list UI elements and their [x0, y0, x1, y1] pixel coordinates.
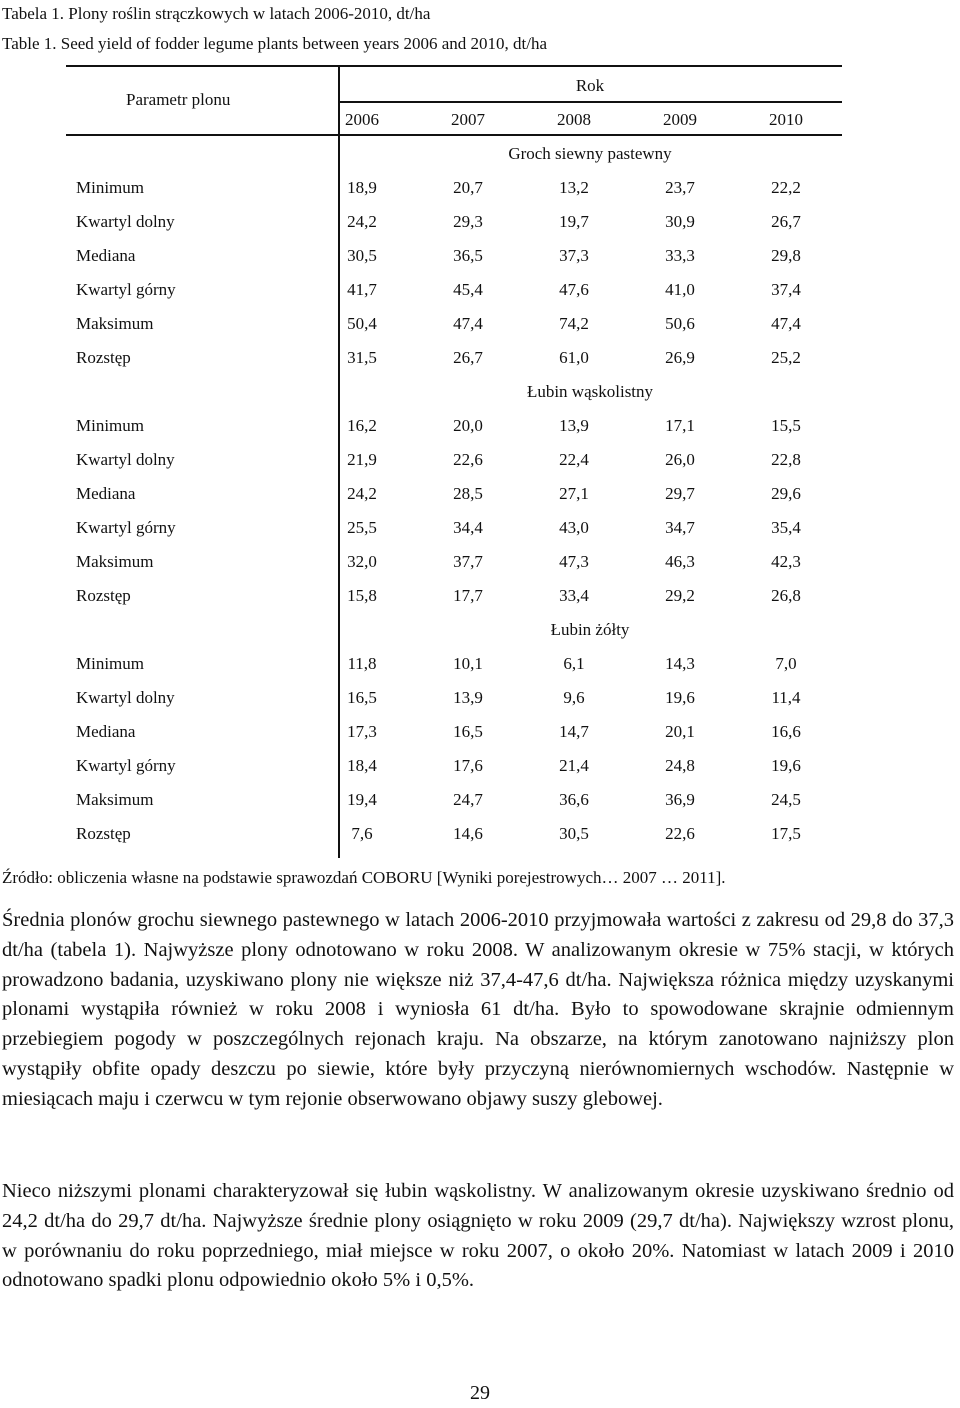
- table-caption-pl: Tabela 1. Plony roślin strączkowych w latach 2006-2010, dt/ha: [2, 4, 431, 23]
- row-label: Mediana: [76, 722, 136, 741]
- row-label: Kwartyl dolny: [76, 450, 175, 469]
- table-cell: 26,8: [771, 586, 801, 605]
- table-cell: 17,7: [453, 586, 483, 605]
- table-cell: 34,7: [665, 518, 695, 537]
- table-cell: 16,2: [347, 416, 377, 435]
- table-cell: 45,4: [453, 280, 483, 299]
- table-cell: 29,8: [771, 246, 801, 265]
- year-column-header: 2006: [345, 110, 379, 129]
- table-cell: 22,4: [559, 450, 589, 469]
- table-cell: 19,4: [347, 790, 377, 809]
- table-cell: 13,9: [453, 688, 483, 707]
- table-cell: 16,5: [453, 722, 483, 741]
- table-cell: 15,5: [771, 416, 801, 435]
- table-cell: 29,3: [453, 212, 483, 231]
- table-cell: 22,6: [453, 450, 483, 469]
- year-column-header: 2010: [769, 110, 803, 129]
- row-label: Kwartyl dolny: [76, 688, 175, 707]
- row-label: Rozstęp: [76, 348, 131, 367]
- table-cell: 16,5: [347, 688, 377, 707]
- table-cell: 26,9: [665, 348, 695, 367]
- table-cell: 25,5: [347, 518, 377, 537]
- table-row: [0, 788, 960, 812]
- table-cell: 33,4: [559, 586, 589, 605]
- table-cell: 29,2: [665, 586, 695, 605]
- table-cell: 30,9: [665, 212, 695, 231]
- row-label: Minimum: [76, 654, 145, 673]
- table-cell: 19,6: [771, 756, 801, 775]
- table-cell: 20,0: [453, 416, 483, 435]
- table-cell: 7,6: [351, 824, 373, 843]
- table-cell: 36,9: [665, 790, 695, 809]
- table-cell: 26,7: [453, 348, 483, 367]
- table-row: [0, 244, 960, 268]
- table-row: [0, 686, 960, 710]
- table-cell: 41,7: [347, 280, 377, 299]
- table-cell: 24,2: [347, 212, 377, 231]
- table-cell: 46,3: [665, 552, 695, 571]
- table-source-note: Źródło: obliczenia własne na podstawie sprawozdań COBORU [Wyniki porejestrowych… 2007 … 2011].: [2, 868, 726, 887]
- year-column-header: 2009: [663, 110, 697, 129]
- table-cell: 36,5: [453, 246, 483, 265]
- table-cell: 18,4: [347, 756, 377, 775]
- table-cell: 41,0: [665, 280, 695, 299]
- table-row: [0, 448, 960, 472]
- table-cell: 43,0: [559, 518, 589, 537]
- row-label: Minimum: [76, 416, 145, 435]
- table-row: [0, 414, 960, 438]
- table-cell: 28,5: [453, 484, 483, 503]
- table-cell: 17,1: [665, 416, 695, 435]
- table-cell: 7,0: [775, 654, 797, 673]
- table-cell: 11,8: [347, 654, 377, 673]
- table-cell: 50,6: [665, 314, 695, 333]
- row-label: Kwartyl górny: [76, 518, 176, 537]
- row-label: Kwartyl górny: [76, 280, 176, 299]
- table-cell: 24,7: [453, 790, 483, 809]
- table-cell: 18,9: [347, 178, 377, 197]
- table-cell: 42,3: [771, 552, 801, 571]
- table-row: [0, 584, 960, 608]
- table-cell: 11,4: [771, 688, 801, 707]
- table-cell: 26,0: [665, 450, 695, 469]
- table-cell: 6,1: [563, 654, 585, 673]
- table-header-bottom-rule: [66, 134, 842, 136]
- body-paragraph-2: Nieco niższymi plonami charakteryzował się łubin wąskolistny. W analizowanym okresie uzyskiwano średnio od 24,2 dt/ha do 29,7 dt/ha. Najwyższe średnie plony osiągnięto w roku 2009 (29,7 dt/ha). Największy wzrost plonu, w porównaniu do roku poprzedniego, miał miejsce w roku 2007, o około 20%. Natomiast w latach 2009 i 2010 odnotowano spadki plonu odpowiednio około 5% i 0,5%.: [2, 1180, 954, 1292]
- table-cell: 22,8: [771, 450, 801, 469]
- table-cell: 24,5: [771, 790, 801, 809]
- param-header: Parametr plonu: [126, 90, 231, 109]
- table-cell: 47,4: [771, 314, 801, 333]
- row-label: Rozstęp: [76, 586, 131, 605]
- table-cell: 74,2: [559, 314, 589, 333]
- table-cell: 37,4: [771, 280, 801, 299]
- row-label: Maksimum: [76, 790, 154, 809]
- table-cell: 37,3: [559, 246, 589, 265]
- table-caption-en: Table 1. Seed yield of fodder legume plants between years 2006 and 2010, dt/ha: [2, 34, 548, 53]
- table-cell: 21,4: [559, 756, 589, 775]
- table-cell: 14,6: [453, 824, 483, 843]
- table-cell: 17,3: [347, 722, 377, 741]
- year-column-header: 2008: [557, 110, 591, 129]
- section-header: Groch siewny pastewny: [508, 144, 672, 163]
- table-row: [0, 482, 960, 506]
- table-cell: 13,9: [559, 416, 589, 435]
- table-cell: 31,5: [347, 348, 377, 367]
- row-label: Mediana: [76, 484, 136, 503]
- table-row: [0, 822, 960, 846]
- table-cell: 47,6: [559, 280, 589, 299]
- table-cell: 37,7: [453, 552, 483, 571]
- row-label: Rozstęp: [76, 824, 131, 843]
- table-cell: 30,5: [347, 246, 377, 265]
- table-cell: 47,4: [453, 314, 483, 333]
- table-row: [0, 176, 960, 200]
- table-row: [0, 652, 960, 676]
- year-column-header: 2007: [451, 110, 485, 129]
- table-cell: 23,7: [665, 178, 695, 197]
- row-label: Minimum: [76, 178, 145, 197]
- table-cell: 32,0: [347, 552, 377, 571]
- table-row: [0, 210, 960, 234]
- table-row: [0, 550, 960, 574]
- row-label: Kwartyl dolny: [76, 212, 175, 231]
- table-cell: 19,6: [665, 688, 695, 707]
- row-label: Maksimum: [76, 552, 154, 571]
- table-cell: 47,3: [559, 552, 589, 571]
- table-cell: 24,8: [665, 756, 695, 775]
- table-cell: 50,4: [347, 314, 377, 333]
- year-header: Rok: [575, 76, 605, 95]
- table-row: [0, 754, 960, 778]
- section-header: Łubin wąskolistny: [526, 382, 654, 401]
- table-cell: 29,6: [771, 484, 801, 503]
- table-cell: 13,2: [559, 178, 589, 197]
- table-row: [0, 516, 960, 540]
- table-cell: 25,2: [771, 348, 801, 367]
- body-paragraph-1: Średnia plonów grochu siewnego pastewnego w latach 2006-2010 przyjmowała wartości z zakresu od 29,8 do 37,3 dt/ha (tabela 1). Najwyższe plony odnotowano w roku 2008. W analizowanym okresie w 75% stacji, w których prowadzono badania, uzyskiwano plony nie większe niż 37,4-47,6 dt/ha. Największa różnica między uzyskanymi plonami wystąpiła również w roku 2008 i wyniosła 61 dt/ha. Było to spowodowane skrajnie odmiennym przebiegiem pogody w poszczególnych rejonach kraju. Na obszarze, na którym zanotowano najniższy plon wystąpiły obfite opady deszczu po siewie, które były przyczyną nierównomiernych wschodów. Następnie w miesiącach maju i czerwcu w tym rejonie obserwowano objawy suszy glebowej.: [2, 909, 954, 1110]
- table-cell: 26,7: [771, 212, 801, 231]
- table-cell: 21,9: [347, 450, 377, 469]
- table-cell: 16,6: [771, 722, 801, 741]
- table-row: [0, 278, 960, 302]
- table-cell: 20,1: [665, 722, 695, 741]
- table-cell: 29,7: [665, 484, 695, 503]
- row-label: Kwartyl górny: [76, 756, 176, 775]
- table-cell: 17,5: [771, 824, 801, 843]
- table-cell: 20,7: [453, 178, 483, 197]
- table-cell: 22,6: [665, 824, 695, 843]
- year-header-rule: [340, 101, 842, 103]
- table-row: [0, 312, 960, 336]
- table-cell: 36,6: [559, 790, 589, 809]
- section-header: Łubin żółty: [550, 620, 630, 639]
- table-cell: 27,1: [559, 484, 589, 503]
- table-cell: 15,8: [347, 586, 377, 605]
- table-cell: 24,2: [347, 484, 377, 503]
- table-row: [0, 346, 960, 370]
- table-cell: 35,4: [771, 518, 801, 537]
- table-cell: 30,5: [559, 824, 589, 843]
- row-label: Maksimum: [76, 314, 154, 333]
- table-cell: 9,6: [563, 688, 585, 707]
- table-cell: 33,3: [665, 246, 695, 265]
- table-top-rule: [66, 65, 842, 67]
- table-cell: 14,3: [665, 654, 695, 673]
- table-cell: 34,4: [453, 518, 483, 537]
- table-cell: 14,7: [559, 722, 589, 741]
- table-cell: 61,0: [559, 348, 589, 367]
- table-cell: 22,2: [771, 178, 801, 197]
- row-label: Mediana: [76, 246, 136, 265]
- table-row: [0, 720, 960, 744]
- table-cell: 17,6: [453, 756, 483, 775]
- table-cell: 10,1: [453, 654, 483, 673]
- table-cell: 19,7: [559, 212, 589, 231]
- page-number: 29: [470, 1382, 490, 1404]
